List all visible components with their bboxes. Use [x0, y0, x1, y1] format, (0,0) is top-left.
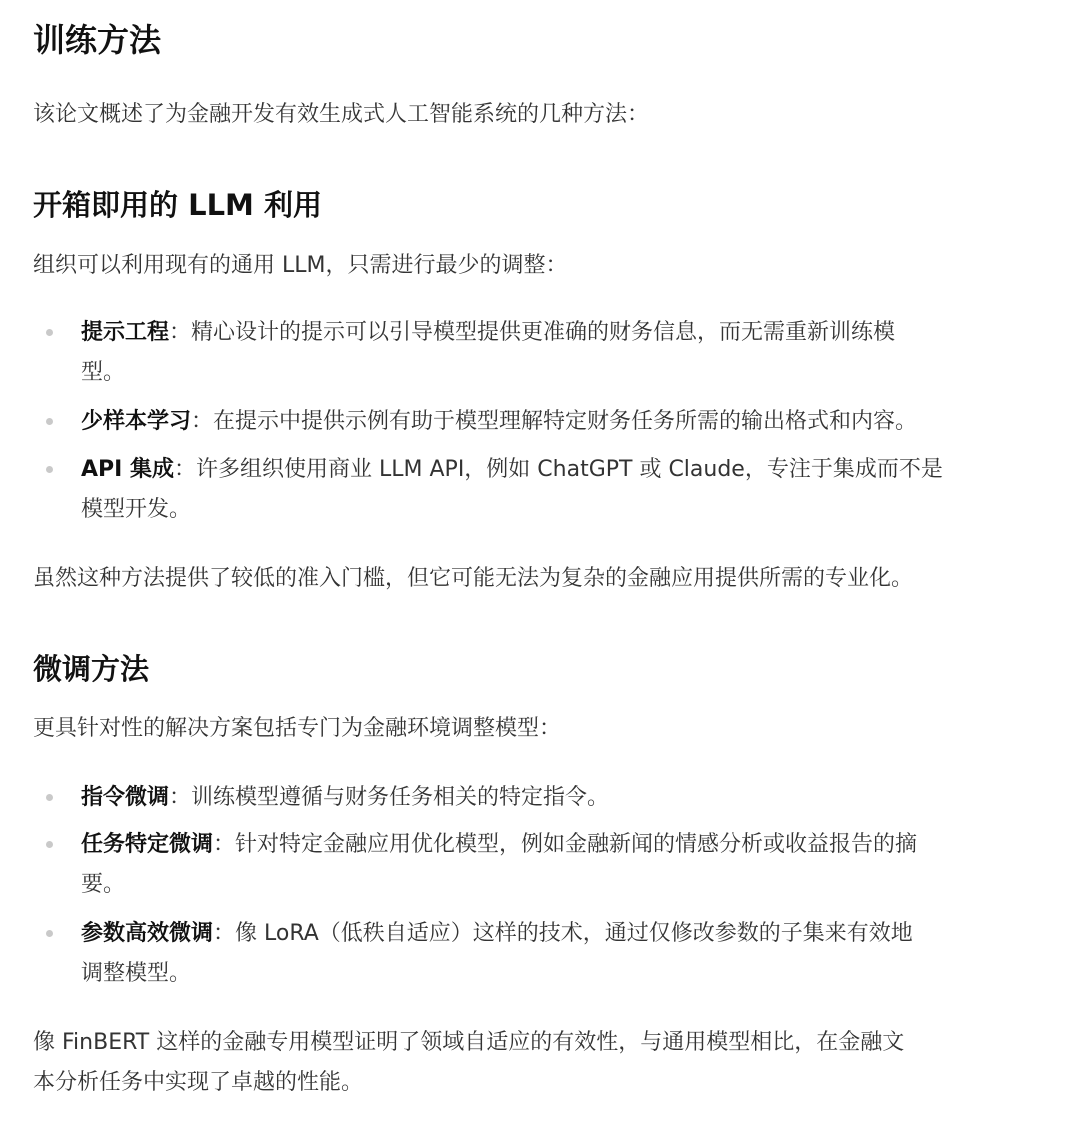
- list-item-separator: ：: [174, 457, 197, 482]
- list-item-text-continued: 要。: [81, 872, 126, 897]
- list-item-term: 参数高效微调: [81, 921, 214, 946]
- section-lead-out-of-box: 组织可以利用现有的通用 LLM，只需进行最少的调整：: [33, 253, 568, 278]
- page-title: 训练方法: [33, 21, 162, 59]
- section-closing-fine-tuning: 像 FinBERT 这样的金融专用模型证明了领域自适应的有效性，与通用模型相比，在金融文: [33, 1030, 905, 1055]
- list-item-term: 少样本学习: [81, 409, 192, 434]
- bullet-dot: [46, 930, 53, 937]
- list-item-separator: ：: [191, 409, 214, 434]
- list-item-term: API 集成: [81, 457, 174, 482]
- bullet-dot: [46, 329, 53, 336]
- list-item-text-continued: 型。: [81, 360, 126, 385]
- list-item-text: 许多组织使用商业 LLM API，例如 ChatGPT 或 Claude，专注于集成而不是: [196, 457, 943, 482]
- intro-paragraph: 该论文概述了为金融开发有效生成式人工智能系统的几种方法：: [33, 102, 650, 127]
- bullet-dot: [46, 841, 53, 848]
- list-item-term: 提示工程: [81, 320, 170, 345]
- list-item-text-continued: 调整模型。: [81, 961, 192, 986]
- list-item-separator: ：: [213, 832, 236, 857]
- list-item-api-integration: [81, 450, 943, 490]
- list-item-peft: [81, 914, 913, 954]
- list-item-text: 训练模型遵循与财务任务相关的特定指令。: [191, 785, 610, 810]
- list-item-text: 在提示中提供示例有助于模型理解特定财务任务所需的输出格式和内容。: [213, 409, 918, 434]
- list-item-task-specific: [81, 825, 917, 865]
- section-closing-out-of-box: 虽然这种方法提供了较低的准入门槛，但它可能无法为复杂的金融应用提供所需的专业化。: [33, 566, 914, 591]
- list-item-term: 任务特定微调: [81, 832, 214, 857]
- list-item-term: 指令微调: [81, 785, 170, 810]
- list-item-separator: ：: [169, 320, 192, 345]
- list-item-text: 针对特定金融应用优化模型，例如金融新闻的情感分析或收益报告的摘: [235, 832, 918, 857]
- bullet-dot: [46, 794, 53, 801]
- list-item-separator: ：: [169, 785, 192, 810]
- list-item-instruction-tuning: [81, 778, 609, 818]
- list-item-few-shot: [81, 402, 917, 442]
- section-lead-fine-tuning: 更具针对性的解决方案包括专门为金融环境调整模型：: [33, 716, 562, 741]
- list-item-text-continued: 模型开发。: [81, 497, 192, 522]
- section-closing-fine-tuning-continued: 本分析任务中实现了卓越的性能。: [33, 1070, 364, 1095]
- list-item-text: 精心设计的提示可以引导模型提供更准确的财务信息，而无需重新训练模: [191, 320, 896, 345]
- section-title-out-of-box: 开箱即用的 LLM 利用: [33, 188, 323, 222]
- list-item-separator: ：: [213, 921, 236, 946]
- bullet-dot: [46, 418, 53, 425]
- section-title-fine-tuning: 微调方法: [33, 652, 150, 686]
- bullet-dot: [46, 466, 53, 473]
- list-item-text: 像 LoRA（低秩自适应）这样的技术，通过仅修改参数的子集来有效地: [235, 921, 913, 946]
- list-item-prompt-engineering: [81, 313, 895, 353]
